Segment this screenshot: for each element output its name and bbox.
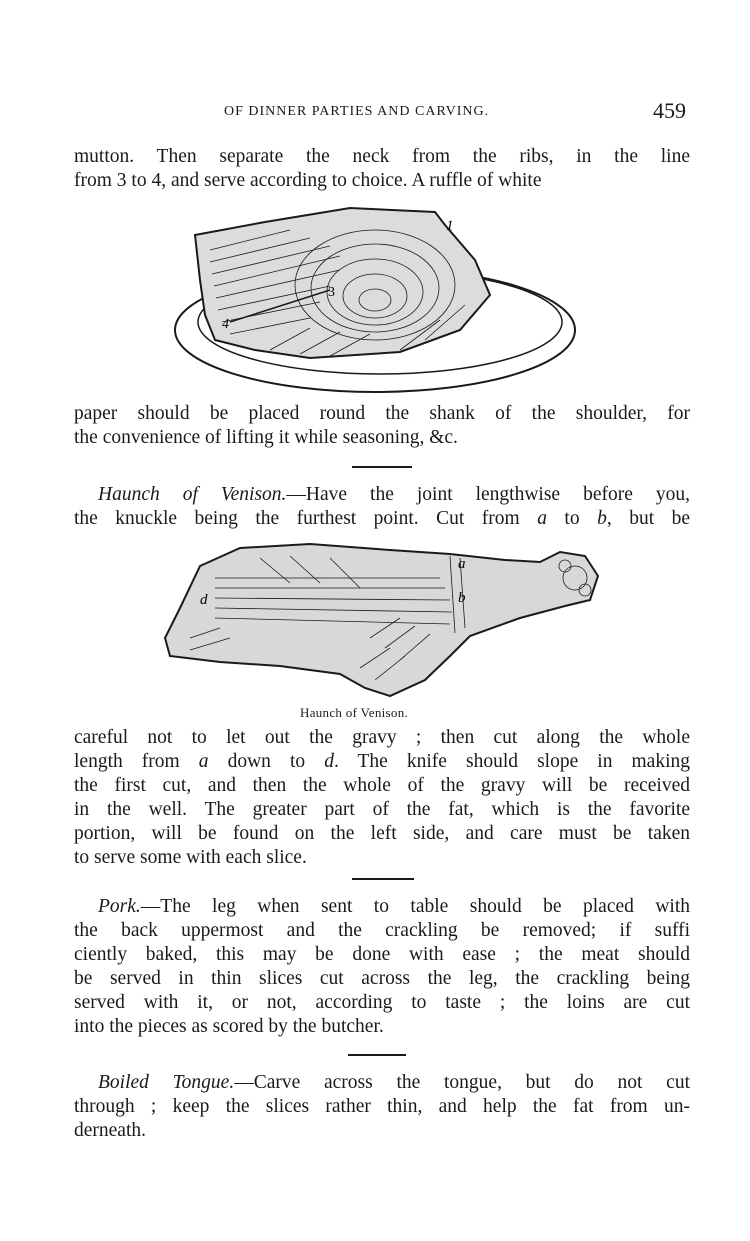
text-line: to serve some with each slice.	[74, 847, 307, 868]
text-line: Boiled Tongue.—Carve across the tongue, but do not cut	[98, 1072, 690, 1093]
running-head	[74, 98, 690, 128]
text-line: careful not to let out the gravy ; then cut along the whole	[74, 727, 690, 748]
text-line: ciently baked, this may be done with ease ; the meat should	[74, 944, 690, 965]
haunch-of-venison-illustration	[160, 538, 605, 703]
text-line: the first cut, and then the whole of the gravy will be received	[74, 775, 690, 796]
text-line: paper should be placed round the shank of the shoulder, for	[74, 403, 690, 424]
text-line: through ; keep the slices rather thin, and help the fat from un-	[74, 1096, 690, 1117]
figure-label-4: 4	[222, 317, 229, 332]
paragraph-venison-continued	[74, 726, 690, 870]
text-line: served with it, or not, according to taste ; the loins are cut	[74, 992, 690, 1013]
text-line: Pork.—The leg when sent to table should be placed with	[98, 896, 690, 917]
figure-label-1: 1	[446, 218, 454, 234]
figure-label-a: a	[458, 556, 466, 572]
figure-caption: Haunch of Venison.	[300, 705, 409, 720]
figure-label-b: b	[458, 590, 466, 606]
text-line: into the pieces as scored by the butcher.	[74, 1016, 384, 1037]
paragraph-boiled-tongue	[74, 1071, 690, 1143]
text-line: the back uppermost and the crackling be removed; if suffi	[74, 920, 690, 941]
text-line: length from a down to d. The knife should slope in making	[74, 751, 691, 772]
text-line: portion, will be found on the left side, and care must be taken	[74, 823, 690, 844]
running-title: OF DINNER PARTIES AND CARVING.	[224, 104, 490, 119]
haunch-body	[165, 544, 598, 696]
text-line: the knuckle being the furthest point. Cut from a to b, but be	[74, 508, 690, 529]
text-line: the convenience of lifting it while seasoning, &c.	[74, 427, 458, 448]
paragraph-haunch-of-venison	[74, 483, 690, 531]
text-line: from 3 to 4, and serve according to choice. A ruffle of white	[74, 170, 542, 191]
section-heading: Haunch of Venison.	[98, 484, 287, 505]
paragraph-pork	[74, 895, 690, 1039]
section-divider	[352, 878, 414, 880]
section-heading: Pork.	[98, 896, 141, 917]
text-line: in the well. The greater part of the fat, which is the favorite	[74, 799, 690, 820]
section-divider	[348, 1054, 406, 1056]
paragraph-paper-ruffle	[74, 402, 690, 450]
text-line: Haunch of Venison.—Have the joint lengthwise before you,	[98, 484, 690, 505]
text-line: derneath.	[74, 1120, 147, 1141]
text-line: mutton. Then separate the neck from the ribs, in the line	[74, 146, 690, 167]
paragraph-mutton	[74, 145, 690, 193]
figure-label-d: d	[200, 592, 208, 608]
section-heading: Boiled Tongue.	[98, 1072, 235, 1093]
text-line: be served in thin slices cut across the leg, the crackling being	[74, 968, 690, 989]
shoulder-of-mutton-illustration	[170, 200, 590, 400]
page-number: 459	[653, 98, 686, 123]
figure-label-3: 3	[328, 285, 335, 300]
section-divider	[352, 466, 412, 468]
